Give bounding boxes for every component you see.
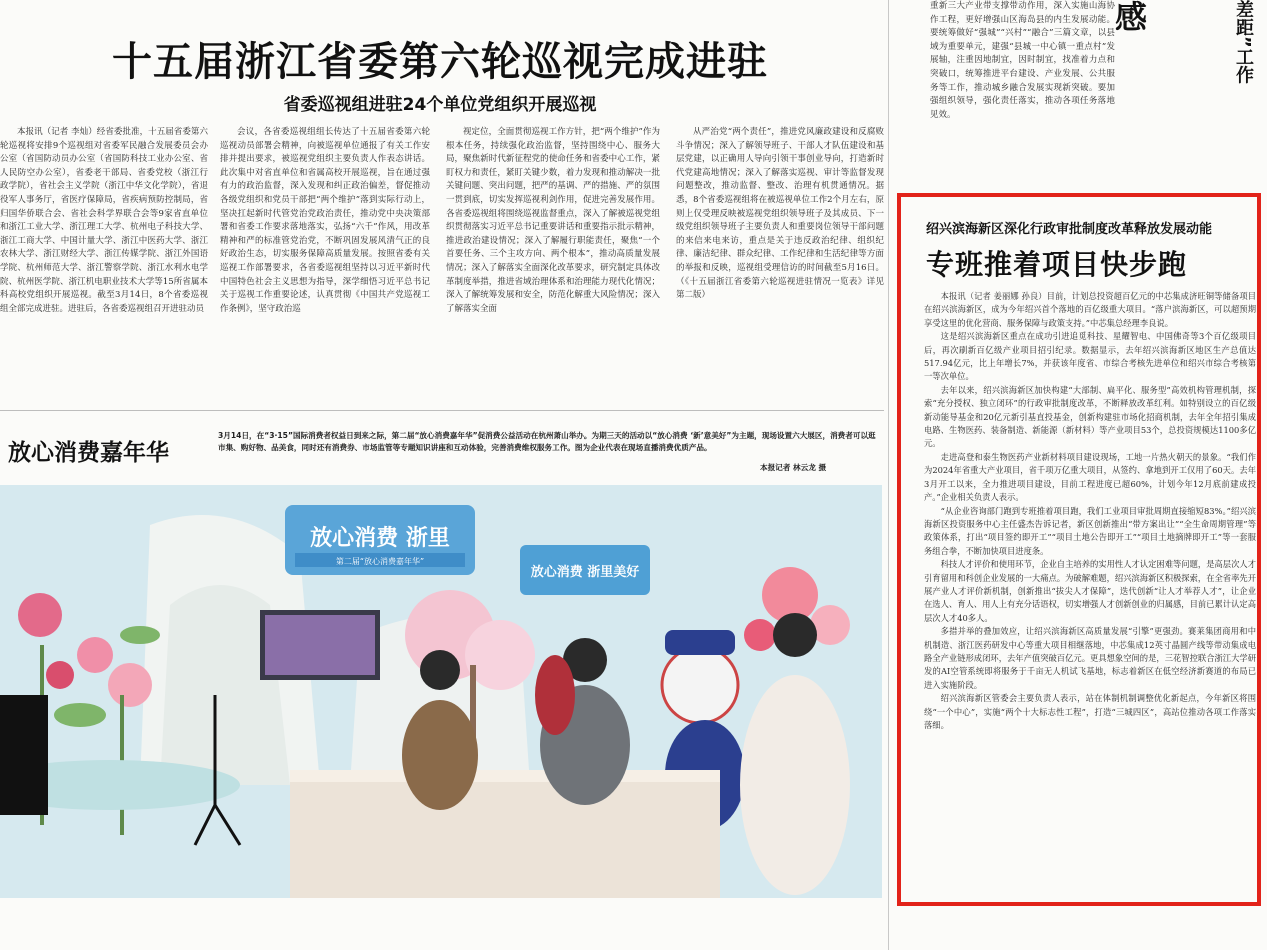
main-headline: 十五届浙江省委第六轮巡视完成进驻	[112, 39, 768, 85]
top-right-article-fragment: 重新三大产业带支撑带动作用，深入实施山海协作工程，更好增强山区海岛县的内生发展动能。要统筹做好“强城”“兴村”“融合”三篇文章，以县域为重要单元，建强“县城一中心镇一重点村”发展轴，注重因地制宜，因时制宜，找准着力点和突破口，统筹推进平台建设、产业发展、公共服务等工作，推动城乡融合发展实现新突破。要加强组织领导，强化责任落实，推动各项任务落地见效。	[930, 1, 1115, 120]
carnival-photo-illustration	[0, 485, 882, 898]
main-article-column-4: 从严治党“两个责任”，推进党风廉政建设和反腐败斗争情况；深入了解领导班子、干部人才队伍建设和基层党建，以正确用人导向引领干事创业导向，打造新时代党建高地情况；深入了解落实巡视、审计等监督发现问题整改，推动监督、整改、治理有机贯通情况。据悉，8个省委巡视组将在被巡视单位工作2个月左右，原则上仅受理反映被巡视党组织领导班子及其成员、下一级党组织领导班子主要负责人和重要岗位领导干部问题的来信来电来访，重点是关于违反政治纪律、组织纪律、廉洁纪律、群众纪律、工作纪律和生活纪律等方面的举报和反映，巡视组受理信访的时间截至5月16日。（《十五届浙江省委第六轮巡视进驻情况一览表》详见第二版）	[676, 127, 884, 301]
carnival-photo	[0, 485, 882, 898]
main-article-column-3: 视定位，全面贯彻巡视工作方针，把“两个维护”作为根本任务，持续强化政治监督，坚持围绕中心、服务大局，聚焦新时代新征程党的使命任务和省委中心工作，紧盯权力和责任，紧盯关键少数，着力发现和推动解决一批关键问题、突出问题，把严的基调、严的措施、严的氛围一贯到底，切实发挥巡视利剑作用，促进完善发展作用。各省委巡视组将围绕巡视监督重点，深入了解被巡视党组织贯彻落实习近平总书记重要讲话和重要指示批示精神，推进政治建设情况；深入了解履行职能责任，聚焦“一个首要任务、三个主攻方向、两个根本”，推动高质量发展情况；深入了解落实全面深化改革要求，研究制定具体改革制度举措，推进省域治理体系和治理能力现代化情况；深入了解统筹发展和安全，防范化解重大风险情况；深入了解落实全面	[446, 127, 660, 314]
featured-article-title: 专班推着项目快步跑	[926, 248, 1188, 281]
featured-paragraph: “从企业咨询部门跑到专班推着项目跑，我们工业项目审批周期直接缩短83%。”绍兴滨海新区投资服务中心主任盛杰告诉记者，新区创新推出“带方案出让”“全生命周期管理”等政策体系，打出“项目签约即开工”“项目土地公告即开工”“项目土地摘牌即开工”等一套服务组合拳，不断加快项目进度条。	[924, 505, 1256, 556]
main-subheadline: 省委巡视组进驻24个单位党组织开展巡视	[283, 95, 597, 115]
section-divider	[0, 410, 884, 411]
carnival-section-title: 放心消费嘉年华	[8, 440, 169, 466]
photo-banner-2: 放心消费 浙里美好	[530, 565, 640, 580]
featured-paragraph: 去年以来，绍兴滨海新区加快构建“大部制、扁平化、服务型”高效机构管理机制，探索“充分授权、独立闭环”的行政审批制度改革，不断释放改革红利。如特别设立的百亿级新动能导基金和20亿元新引基直投基金，创新构建驻市场化招商机制，去年全年招引集成电路、生物医药、装备制造、新能源（新材料）等产业项目53个，总投资规模达1100多亿元。	[924, 384, 1256, 449]
carnival-caption: 3月14日，在“3·15”国际消费者权益日到来之际，第二届“放心消费嘉年华”促消费公益活动在杭州萧山举办。为期三天的活动以“放心消费 ‘新’意美好”为主题，现场设置六大展区，消费者可以逛市集、购好物、品美食，同时还有消费券、市场监管等专题知识讲座和互动体验，完善消费维权服务工作。图为企业代表在现场直播消费优质产品。	[218, 431, 876, 452]
photo-banner-1: 放心消费 浙里	[310, 526, 450, 551]
column-separator	[888, 0, 889, 950]
main-article-column-1: 本报讯（记者 李灿）经省委批准，十五届省委第六轮巡视将安排9个巡视组对省委军民融合发展委员会办公室（省国防动员办公室（省国防科技工业办公室、省人民防空办公室），省委老干部局、省委党校（浙江行政学院），省社会主义学院（浙江中华文化学院），省退役军人事务厅，省医疗保障局，省疾病预防控制局，省归国华侨联合会、省社会科学界联合会等9家省直单位和浙江工业大学、浙江理工大学、杭州电子科技大学、浙江工商大学、中国计量大学、浙江中医药大学、浙江农林大学、浙江财经大学、浙江传媒学院、浙江外国语学院、杭州师范大学、浙江警察学院、浙江水利水电学院、杭州医学院、浙江机电职业技术大学等15所省属本科高校党组织开展巡视。截至3月14日，8个省委巡视组全部完成进驻。进驻后，各省委巡视组召开进驻动员	[0, 127, 208, 314]
featured-article-kicker: 绍兴滨海新区深化行政审批制度改革释放发展动能	[926, 222, 1213, 237]
top-right-headline-fragment: 感	[1115, 0, 1148, 36]
featured-paragraph: 这是绍兴滨海新区重点在成功引进追觅科技、星耀智电、中国佛奇等3个百亿级项目后，再次刷新百亿级产业项目招引纪录。数据显示，去年绍兴滨海新区地区生产总值达517.94亿元，比上年增长7%，并获该年度省、市综合考核先进单位和绍兴市综合考核第一等次单位。	[924, 331, 1256, 382]
featured-paragraph: 本报讯（记者 姜丽娜 孙良）目前，计划总投资超百亿元的中芯集成济旺铜等储备项目在绍兴滨海新区，成为今年绍兴首个落地的百亿级重大项目。“落户滨海新区，可以超预期享受这里的优化营商、服务保障与政策支持。”中芯集总经理李良说。	[924, 291, 1256, 328]
featured-paragraph: 绍兴滨海新区管委会主要负责人表示，站在体制机制调整优化新起点，今年新区将围绕“一个中心”，实施“两个十大标志性工程”，打造“三城四区”，高站位推动各项工作落实落细。	[924, 693, 1256, 730]
featured-article-body	[924, 290, 1256, 898]
top-right-vertical-title: 差距”工作	[1233, 0, 1254, 84]
featured-paragraph: 科技人才评价和使用环节，企业自主培养的实用性人才认定困难等问题，是高层次人才引育留用和科创企业发展的一大痛点。为破解难题，绍兴滨海新区积极探索，在全省率先开展产业人才评价新机制，创新推出“拔尖人才保障”，迭代创新“让人才举荐人才”，让企业在选人、育人、用人上有充分话语权，切实增强人才创新创业的归属感，目前已累计认定高层次人才40多人。	[924, 559, 1256, 623]
photo-credit: 本报记者 林云龙 摄	[760, 463, 827, 472]
featured-paragraph: 多措并举的叠加效应，让绍兴滨海新区高质量发展“引擎”更强劲。赛莱集团商用和中机制造、浙江医药研发中心等重大项目相继落地，中芯集成12英寸晶圆产线等带动集成电路全产业链形成闭环，去年产值突破百亿元。更具想象空间的是，三花智控联合浙江大学研发的AI空管系统即将服务于千亩无人机试飞基地，标志着新区在低空经济新赛道的布局已进入实施阶段。	[924, 626, 1256, 690]
photo-sign: 第二届“放心消费嘉年华”	[335, 557, 425, 566]
featured-paragraph: 走进高登和泰生物医药产业新材料项目建设现场，工地一片热火朝天的景象。“我们作为2024年省重大产业项目，省千项万亿重大项目，从签约、拿地到开工仅用了60天。去年3月开工以来，全力推进项目建设，目前工程进度已超60%，计划今年12月底前建成投产。”企业相关负责人表示。	[924, 451, 1256, 503]
main-article-column-2: 会议，各省委巡视组组长传达了十五届省委第六轮巡视动员部署会精神，向被巡视单位通报了有关工作安排并提出要求，被巡视党组织主要负责人作表态讲话。此次集中对省直单位和省属高校开展巡视，旨在通过强有力的政治监督，深入发现和纠正政治偏差，督促推动各级党组织和党员干部把“两个维护”落到实际行动上，坚决扛起新时代管党治党政治责任，推动党中央决策部署和省委工作要求落地落实，弘扬“六千”作风，用改革精神和严的标准管党治党，不断巩固发展风清气正的良好政治生态，切实服务保障高质量发展。按照省委有关巡视工作部署要求，各省委巡视组坚持以习近平新时代中国特色社会主义思想为指导，深学细悟习近平总书记关于巡视工作重要论述，认真贯彻《中国共产党巡视工作条例》，坚守政治巡	[220, 127, 430, 314]
